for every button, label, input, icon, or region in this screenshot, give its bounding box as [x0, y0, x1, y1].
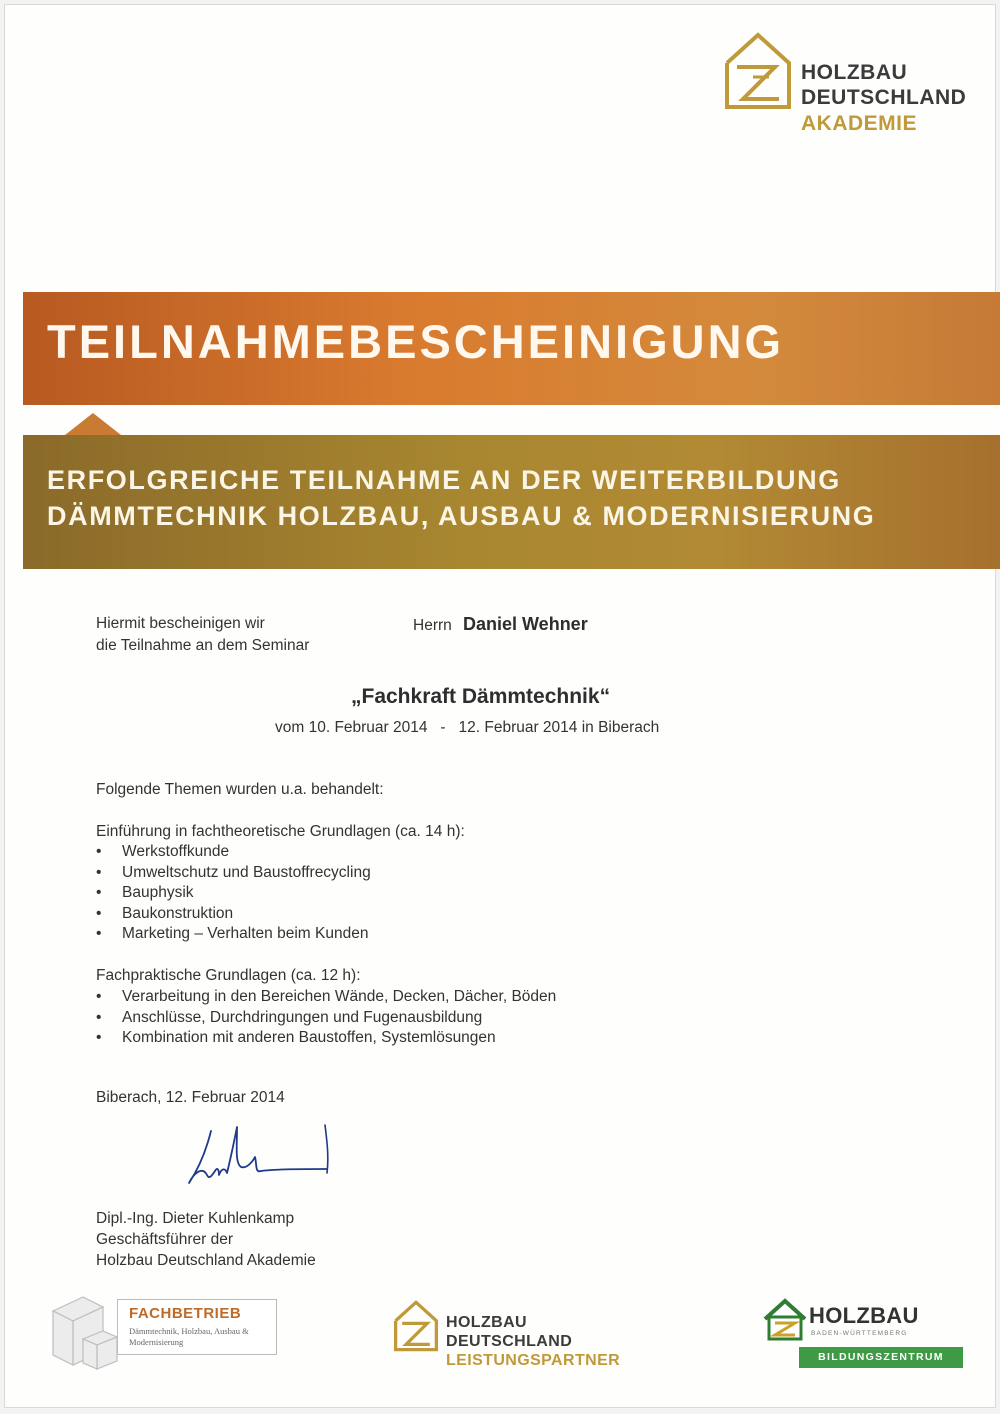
topics-section-2-list — [96, 988, 556, 1050]
banner-notch-divider — [23, 405, 1000, 439]
list-item: • Baukonstruktion — [96, 904, 234, 922]
topics-section-1-list — [96, 843, 371, 946]
list-item: • Bauphysik — [96, 884, 194, 902]
signer-role-2: Holzbau Deutschland Akademie — [96, 1252, 316, 1269]
logo-line-holzbau: HOLZBAU — [801, 61, 908, 84]
topics-section-1-title: Einführung in fachtheoretische Grundlagen (ca. 14 h): — [96, 823, 465, 840]
holzbau-akademie-logo — [723, 31, 993, 143]
list-item: • Umweltschutz und Baustoffrecycling — [96, 863, 371, 881]
topics-section-2-title: Fachpraktische Grundlagen (ca. 12 h): — [96, 967, 361, 984]
handwritten-signature — [181, 1117, 341, 1197]
list-item: • Werkstoffkunde — [96, 843, 230, 860]
list-item: • Marketing – Verhalten beim Kunden — [96, 925, 369, 943]
intro-line-1: Hiermit bescheinigen wir — [96, 615, 265, 632]
seminar-title: „Fachkraft Dämmtechnik“ — [351, 685, 611, 708]
salutation: Herrn — [413, 617, 452, 634]
fachbetrieb-title: FACHBETRIEB — [129, 1305, 242, 1322]
lp-line-leistungspartner: LEISTUNGSPARTNER — [446, 1352, 621, 1369]
fachbetrieb-cubes-icon — [43, 1291, 123, 1371]
fachbetrieb-subtitle: Dämmtechnik, Holzbau, Ausbau & Modernisierung — [129, 1326, 249, 1347]
bildungszentrum-label: BILDUNGSZENTRUM — [818, 1351, 944, 1363]
logo-line-akademie: AKADEMIE — [801, 112, 918, 135]
document-title: TEILNAHMEBESCHEINIGUNG — [47, 315, 785, 368]
holzbau-bw-logo-icon — [761, 1297, 809, 1341]
holzbau-bw-logo — [761, 1297, 971, 1377]
signer-name: Dipl.-Ing. Dieter Kuhlenkamp — [96, 1210, 295, 1227]
title-banner — [23, 292, 1000, 414]
subtitle-banner — [23, 435, 1000, 569]
house-z-logo-icon — [393, 1299, 439, 1353]
lp-line-holzbau: HOLZBAU — [446, 1314, 528, 1331]
bildungszentrum-bar — [799, 1347, 963, 1368]
hbw-region: BADEN-WÜRTTEMBERG — [811, 1330, 908, 1337]
hbw-title: HOLZBAU — [809, 1303, 919, 1328]
house-z-logo-icon — [723, 31, 793, 111]
logo-line-deutschland: DEUTSCHLAND — [801, 86, 967, 109]
place-date: Biberach, 12. Februar 2014 — [96, 1089, 285, 1106]
participant-name: Daniel Wehner — [463, 614, 588, 634]
topics-intro: Folgende Themen wurden u.a. behandelt: — [96, 781, 384, 798]
signer-role-1: Geschäftsführer der — [96, 1231, 233, 1248]
seminar-date-range: vom 10. Februar 2014 - 12. Februar 2014 in Biberach — [275, 719, 660, 736]
lp-line-deutschland: DEUTSCHLAND — [446, 1333, 573, 1350]
certificate-page — [4, 4, 996, 1408]
list-item: • Anschlüsse, Durchdringungen und Fugenausbildung — [96, 1008, 483, 1026]
subtitle-line-1: ERFOLGREICHE TEILNAHME AN DER WEITERBILDUNG — [47, 465, 841, 495]
list-item: • Kombination mit anderen Baustoffen, Systemlösungen — [96, 1029, 496, 1047]
intro-line-2: die Teilnahme an dem Seminar — [96, 637, 310, 654]
leistungspartner-logo — [393, 1297, 633, 1377]
subtitle-line-2: DÄMMTECHNIK HOLZBAU, AUSBAU & MODERNISIERUNG — [47, 501, 876, 531]
list-item: • Verarbeitung in den Bereichen Wände, Decken, Dächer, Böden — [96, 988, 557, 1005]
fachbetrieb-logo — [43, 1291, 277, 1371]
